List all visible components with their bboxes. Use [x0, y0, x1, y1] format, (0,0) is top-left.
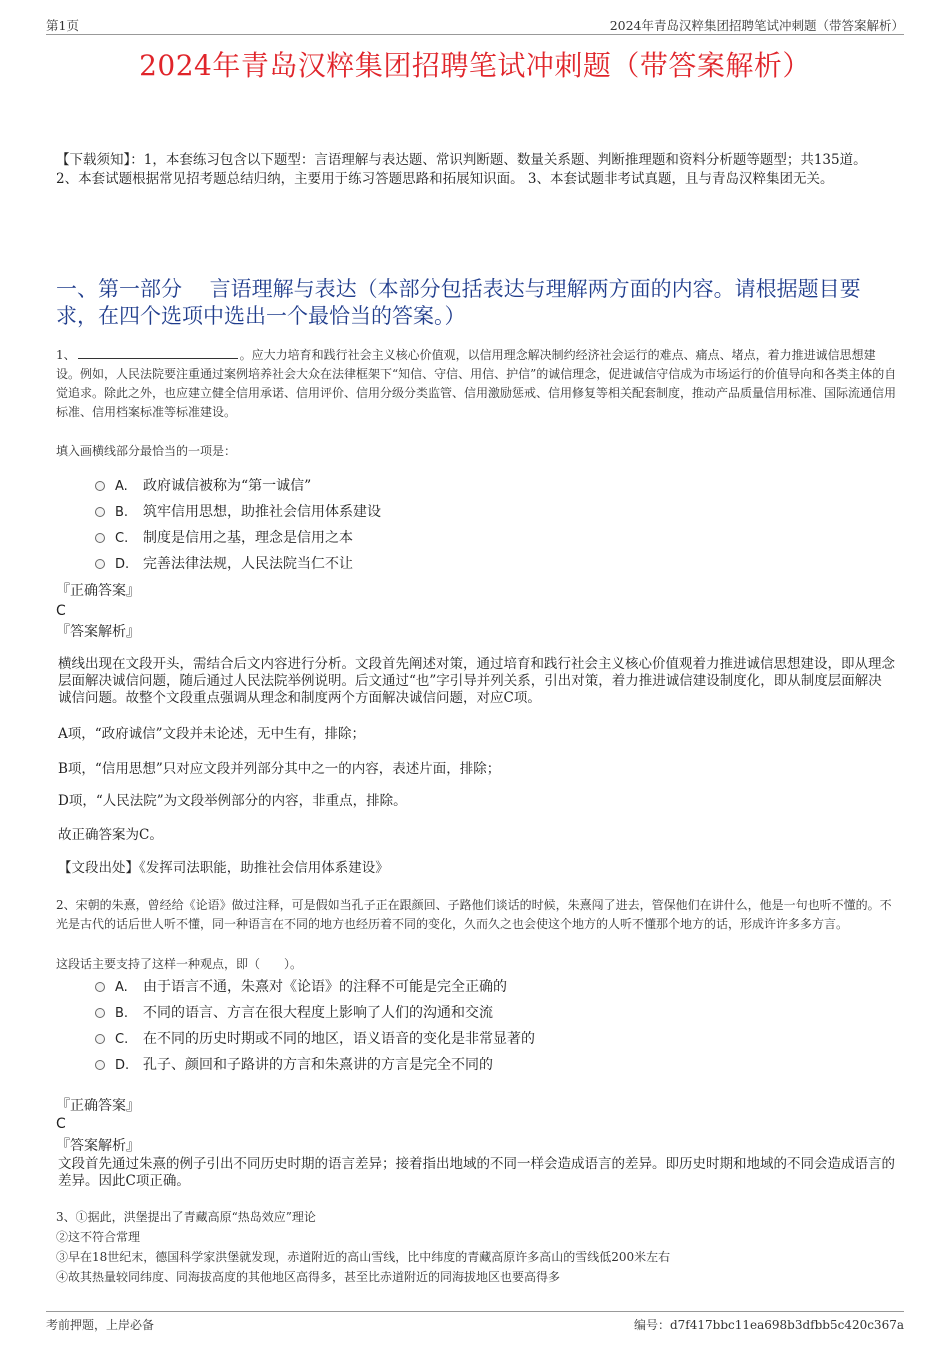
- option-letter: D.: [115, 1058, 130, 1073]
- option-d[interactable]: [95, 1052, 900, 1078]
- option-b[interactable]: [95, 499, 900, 525]
- option-text: 完善法律法规，人民法院当仁不让: [143, 556, 353, 572]
- correct-answer: C: [56, 1116, 66, 1132]
- question-1-body: 。应大力培育和践行社会主义核心价值观，以信用理念解决制约经济社会运行的难点、痛点、堵点，着力推进诚信思想建设。例如，人民法院要注重通过案例培养社会大众在法律框架下“知信、守信、用信、护信”的诚信理念，促进诚信守信成为市场运行的价值导向和各类主体的自觉追求。除此之外，也应建立健全信用承诺、信用评价、信用分级分类监管、信用激励惩戒、信用修复等相关配套制度，推动产品质量信用标准、国际流通信用标准、信用档案标准等标准建设。: [56, 348, 897, 419]
- page-footer: [46, 1311, 904, 1334]
- question-1-options: [95, 473, 900, 577]
- analysis-paragraph: D项，“人民法院”为文段举例部分的内容，非重点，排除。: [58, 793, 407, 809]
- question-2-options: [95, 974, 900, 1078]
- page-number: 第1页: [46, 18, 79, 33]
- radio-icon[interactable]: [95, 559, 105, 569]
- option-text: 筑牢信用思想，助推社会信用体系建设: [143, 504, 381, 520]
- radio-icon[interactable]: [95, 507, 105, 517]
- option-text: 制度是信用之基，理念是信用之本: [143, 530, 353, 546]
- radio-icon[interactable]: [95, 1008, 105, 1018]
- question-2-prompt: 这段话主要支持了这样一种观点，即（ ）。: [56, 957, 303, 971]
- question-1-prompt: 填入画横线部分最恰当的一项是：: [56, 444, 237, 458]
- section-title: 一、第一部分 言语理解与表达（本部分包括表达与理解两方面的内容。请根据题目要求，在四个选项中选出一个最恰当的答案。）: [56, 277, 861, 328]
- option-letter: B.: [115, 1006, 129, 1021]
- question-3-line: ④故其热量较同纬度、同海拔高度的其他地区高得多，甚至比赤道附近的同海拔地区也要高得多: [56, 1270, 561, 1284]
- analysis-paragraph: A项，“政府诚信”文段并未论述，无中生有，排除；: [58, 726, 366, 742]
- analysis-paragraph: 文段首先通过朱熹的例子引出不同历史时期的语言差异；接着指出地域的不同一样会造成语言的差异。即历史时期和地域的不同会造成语言的差异。因此C项正确。: [58, 1156, 895, 1189]
- option-b[interactable]: [95, 1000, 900, 1026]
- radio-icon[interactable]: [95, 481, 105, 491]
- document-title: 2024年青岛汉粹集团招聘笔试冲刺题（带答案解析）: [139, 49, 811, 82]
- analysis-label: 『答案解析』: [56, 1138, 140, 1154]
- question-3-line: ②这不符合常理: [56, 1230, 141, 1244]
- option-c[interactable]: [95, 525, 900, 551]
- option-letter: A.: [115, 479, 128, 494]
- footer-slogan: 考前押题，上岸必备: [46, 1318, 155, 1332]
- option-letter: A.: [115, 980, 128, 995]
- fill-blank: [78, 346, 238, 359]
- option-letter: C.: [115, 531, 129, 546]
- option-letter: D.: [115, 557, 130, 572]
- analysis-paragraph: 横线出现在文段开头，需结合后文内容进行分析。文段首先阐述对策，通过培育和践行社会主义核心价值观着力推进诚信思想建设，即从理念层面解决诚信问题，随后通过人民法院举例说明。后文通过“也”字引导并列关系，引出对策，着力推进诚信建设制度化，即从制度层面解决诚信问题。故整个文段重点强调从理念和制度两个方面解决诚信问题，对应C项。: [58, 656, 895, 706]
- option-d[interactable]: [95, 551, 900, 577]
- option-a[interactable]: [95, 974, 900, 1000]
- option-letter: C.: [115, 1032, 129, 1047]
- question-3-line: ③早在18世纪末，德国科学家洪堡就发现，赤道附近的高山雪线，比中纬度的青藏高原许多高山的雪线低200米左右: [56, 1250, 671, 1264]
- radio-icon[interactable]: [95, 533, 105, 543]
- question-3-line: 3、①据此，洪堡提出了青藏高原“热岛效应”理论: [56, 1210, 316, 1224]
- option-text: 由于语言不通，朱熹对《论语》的注释不可能是完全正确的: [143, 979, 507, 995]
- question-1-text: [56, 346, 898, 422]
- download-notice: 【下载须知】：1，本套练习包含以下题型：言语理解与表达题、常识判断题、数量关系题、判断推理题和资料分析题等题型；共135道。 2、本套试题根据常见招考题总结归纳，主要用于练习答题思路和拓展知识面。 3、本套试题非考试真题，且与青岛汉粹集团无关。: [56, 152, 867, 187]
- option-text: 政府诚信被称为“第一诚信”: [143, 478, 312, 494]
- answer-label: 『正确答案』: [56, 583, 140, 599]
- analysis-paragraph: 故正确答案为C。: [58, 827, 163, 843]
- header-doc-title: 2024年青岛汉粹集团招聘笔试冲刺题（带答案解析）: [609, 18, 904, 33]
- page-header: [46, 12, 904, 35]
- analysis-label: 『答案解析』: [56, 624, 140, 640]
- analysis-paragraph: B项，“信用思想”只对应文段并列部分其中之一的内容，表述片面，排除；: [58, 761, 501, 777]
- correct-answer: C: [56, 603, 66, 619]
- answer-label: 『正确答案』: [56, 1098, 140, 1114]
- document-id: 编号：d7f417bbc11ea698b3dfbb5c420c367a: [633, 1318, 904, 1332]
- option-text: 孔子、颜回和子路讲的方言和朱熹讲的方言是完全不同的: [143, 1057, 493, 1073]
- option-c[interactable]: [95, 1026, 900, 1052]
- option-a[interactable]: [95, 473, 900, 499]
- question-2-text: 2、宋朝的朱熹，曾经给《论语》做过注释，可是假如当孔子正在跟颜回、子路他们谈话的时候，朱熹闯了进去，管保他们在讲什么，他是一句也听不懂的。不光是古代的话后世人听不懂，同一种语言在不同的地方也经历着不同的变化，久而久之也会使这个地方的人听不懂那个地方的话，形成许许多多方言。: [56, 898, 892, 931]
- question-1-number: 1、: [56, 348, 76, 362]
- radio-icon[interactable]: [95, 982, 105, 992]
- radio-icon[interactable]: [95, 1060, 105, 1070]
- option-letter: B.: [115, 505, 129, 520]
- radio-icon[interactable]: [95, 1034, 105, 1044]
- source-note: 【文段出处】《发挥司法职能，助推社会信用体系建设》: [58, 860, 389, 876]
- option-text: 不同的语言、方言在很大程度上影响了人们的沟通和交流: [143, 1005, 493, 1021]
- option-text: 在不同的历史时期或不同的地区，语义语音的变化是非常显著的: [143, 1031, 535, 1047]
